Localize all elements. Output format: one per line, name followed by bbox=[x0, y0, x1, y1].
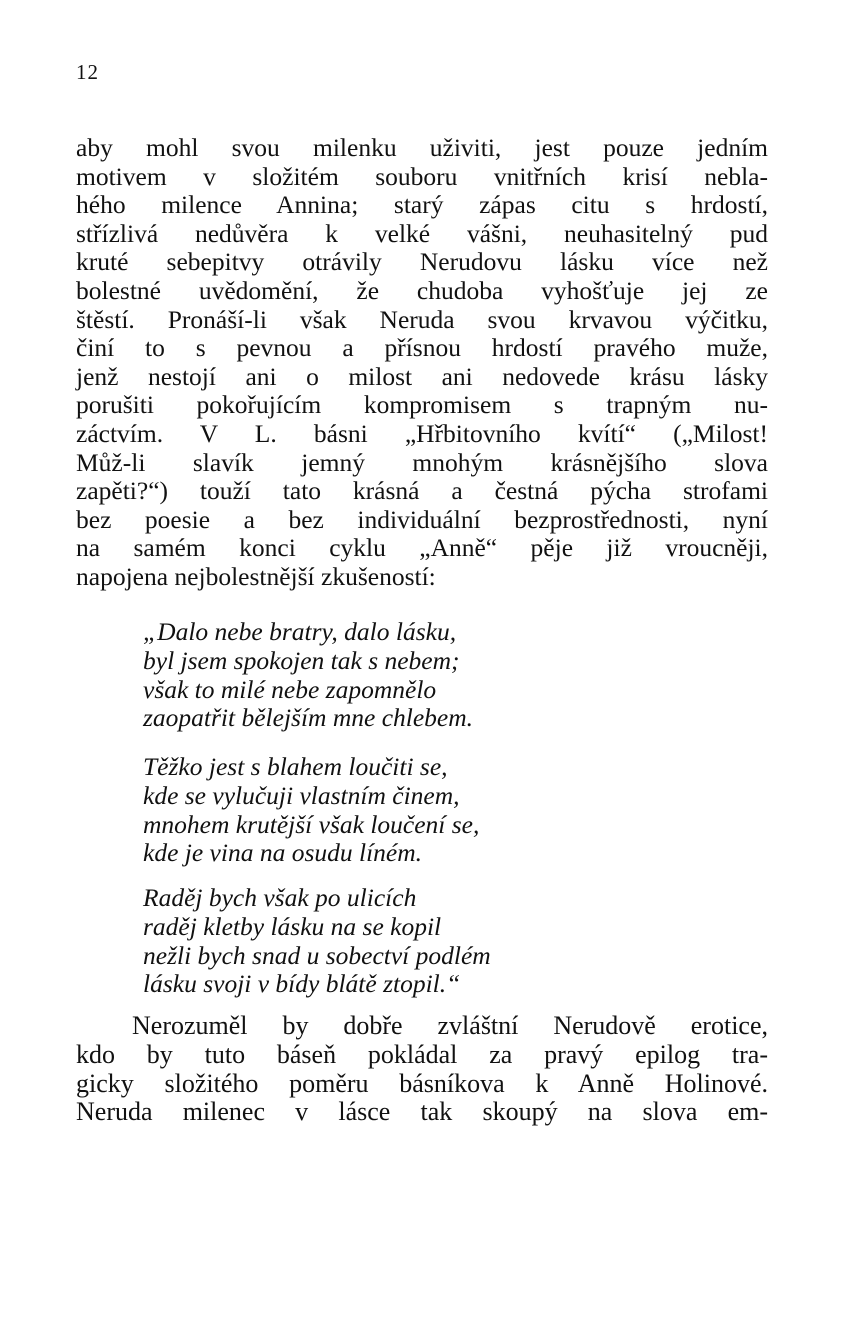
text-line: Neruda milenec v lásce tak skoupý na slova em- bbox=[76, 1097, 768, 1127]
text-line: bolestné uvědomění, že chudoba vyhošťuje jej ze bbox=[76, 275, 768, 305]
poem-line: Raděj bych však po ulicích bbox=[143, 883, 417, 912]
text-line: záctvím. V L. básni „Hřbitovního kvítí“ („Milost! bbox=[76, 418, 768, 448]
text-line: porušiti pokořujícím kompromisem s trapným nu- bbox=[76, 390, 768, 420]
text-line: jenž nestojí ani o milost ani nedovede krásu lásky bbox=[76, 361, 768, 391]
poem-line: Těžko jest s blahem loučiti se, bbox=[143, 752, 448, 781]
poem-line: však to milé nebe zapomnělo bbox=[143, 674, 437, 704]
text-line: napojena nejbolestnější zkušeností: bbox=[76, 561, 436, 591]
text-line: střízlivá nedůvěra k velké vášni, neuhasitelný pud bbox=[76, 218, 768, 248]
text-line: bez poesie a bez individuální bezprostřednosti, nyní bbox=[76, 504, 768, 534]
text-line: hého milence Annina; starý zápas citu s hrdostí, bbox=[76, 190, 768, 220]
text-line: gicky složitého poměru básníkova k Anně Holinové. bbox=[76, 1068, 768, 1098]
page-number: 12 bbox=[76, 60, 99, 84]
text-line: Nerozuměl by dobře zvláštní Nerudově erotice, bbox=[132, 1011, 768, 1040]
text-line: činí to s pevnou a přísnou hrdostí pravého muže, bbox=[76, 333, 768, 363]
text-line: zapěti?“) touží tato krásná a čestná pýcha strofami bbox=[76, 476, 768, 506]
text-line: motivem v složitém souboru vnitřních krisí nebla- bbox=[76, 161, 768, 191]
paragraph-intro bbox=[76, 134, 768, 592]
poem-line: byl jsem spokojen tak s nebem; bbox=[143, 645, 460, 675]
poem-line: nežli bych snad u sobectví podlém bbox=[143, 940, 491, 970]
poem-line: lásku svoji v bídy blátě ztopil.“ bbox=[143, 969, 461, 999]
text-line: kdo by tuto báseň pokládal za pravý epilog tra- bbox=[76, 1039, 768, 1069]
text-line: kruté sebepitvy otrávily Nerudovu lásku více než bbox=[76, 247, 768, 277]
paragraph-conclusion bbox=[76, 1012, 768, 1127]
poem-line: raděj kletby lásku na se kopil bbox=[143, 911, 442, 941]
poem-stanza bbox=[143, 618, 663, 733]
poem-line: „Dalo nebe bratry, dalo lásku, bbox=[143, 617, 457, 646]
poem-stanza bbox=[143, 884, 663, 999]
text-line: na samém konci cyklu „Anně“ pěje již vroucněji, bbox=[76, 533, 768, 563]
poem-line: kde se vylučuji vlastním činem, bbox=[143, 780, 460, 810]
poem-line: kde je vina na osudu líném. bbox=[143, 838, 423, 868]
poem-line: mnohem krutější však loučení se, bbox=[143, 809, 480, 839]
text-line: štěstí. Pronáší-li však Neruda svou krvavou výčitku, bbox=[76, 304, 768, 334]
text-line: Můž-li slavík jemný mnohým krásnějšího slova bbox=[76, 447, 768, 477]
text-line: aby mohl svou milenku uživiti, jest pouze jedním bbox=[76, 133, 768, 162]
poem-stanza bbox=[143, 753, 663, 868]
poem-line: zaopatřit bělejším mne chlebem. bbox=[143, 703, 474, 733]
